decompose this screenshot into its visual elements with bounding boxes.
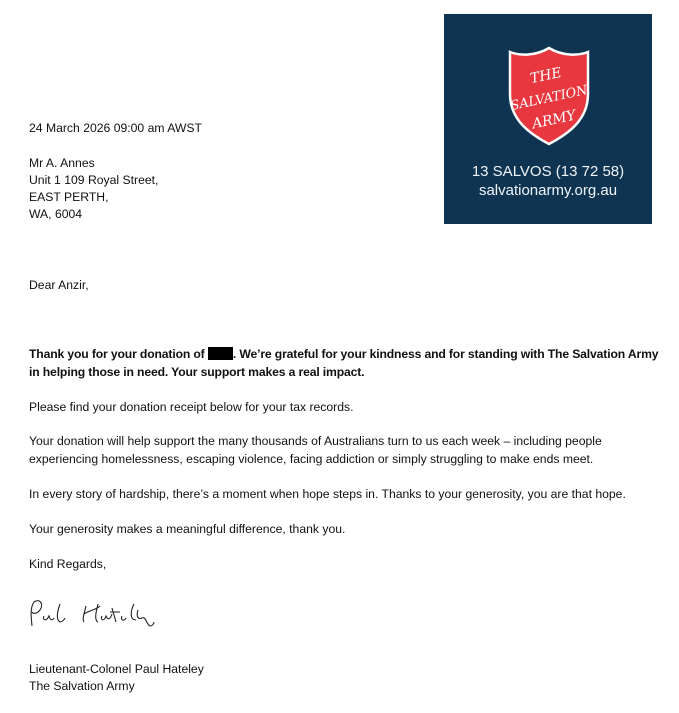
address-line: Mr A. Annes	[29, 156, 95, 170]
logo-phone: 13 SALVOS (13 72 58)	[471, 163, 625, 180]
hope-paragraph: In every story of hardship, there’s a moment when hope steps in. Thanks to your generosity, you are that hope.	[29, 487, 626, 501]
intro-line-2: in helping those in need. Your support makes a real impact.	[29, 365, 365, 379]
salvation-army-shield-icon	[506, 46, 592, 146]
handwritten-signature	[26, 596, 176, 636]
svg-text:ARMY: ARMY	[530, 107, 578, 133]
address-line: EAST PERTH,	[29, 190, 109, 204]
svg-text:THE: THE	[528, 64, 564, 88]
intro-text-part1: Thank you for your donation of	[29, 347, 205, 361]
support-paragraph-line-2: experiencing homelessness, escaping violence, facing addiction or simply struggling to make ends meet.	[29, 452, 594, 466]
support-paragraph-line-1: Your donation will help support the many thousands of Australians turn to us each week – including people	[29, 434, 602, 448]
generosity-paragraph: Your generosity makes a meaningful difference, thank you.	[29, 522, 346, 536]
signer-organisation: The Salvation Army	[29, 679, 135, 693]
logo-website: salvationarmy.org.au	[478, 182, 618, 199]
signer-title: Lieutenant-Colonel Paul Hateley	[29, 662, 204, 676]
address-line: Unit 1 109 Royal Street,	[29, 173, 159, 187]
closing: Kind Regards,	[29, 557, 107, 571]
redacted-donation-amount	[208, 347, 233, 360]
salutation: Dear Anzir,	[29, 278, 89, 292]
salvation-army-logo-block	[444, 14, 652, 224]
intro-line-1	[29, 346, 658, 363]
address-line: WA, 6004	[29, 207, 83, 221]
svg-text:SALVATION: SALVATION	[509, 83, 590, 114]
intro-text-part2: . We’re grateful for your kindness and for standing with The Salvation Army	[232, 347, 659, 361]
receipt-paragraph: Please find your donation receipt below for your tax records.	[29, 400, 354, 414]
letter-date: 24 March 2026 09:00 am AWST	[29, 121, 202, 135]
